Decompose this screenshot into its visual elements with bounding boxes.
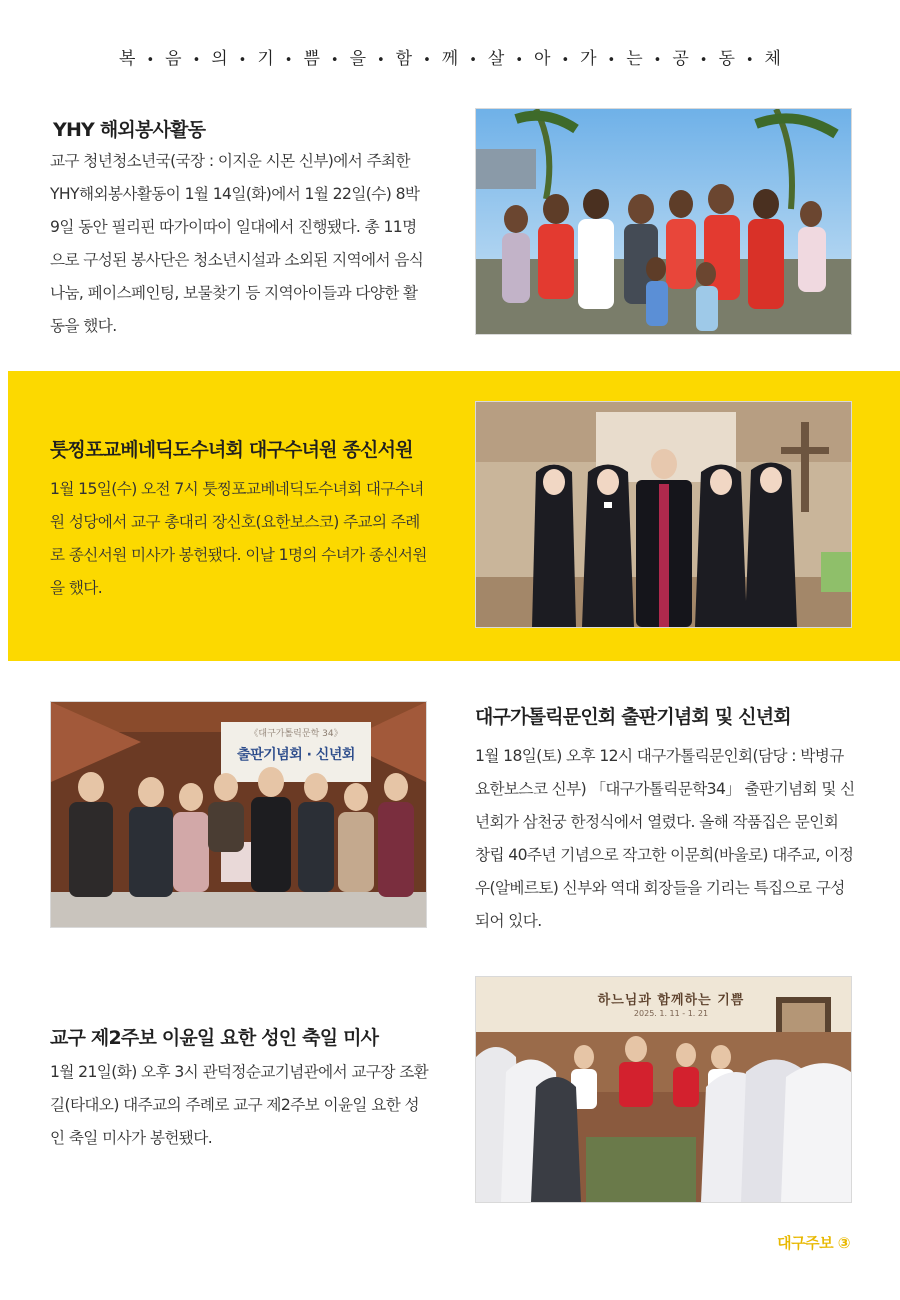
top-banner: 복 • 음 • 의 • 기 • 쁨 • 을 • 함 • 께 • 살 • 아 • 가 • 는 • 공 • 동 • 체 bbox=[119, 49, 781, 69]
article-body: 1월 15일(수) 오전 7시 툿찡포교베네딕도수녀회 대구수녀원 성당에서 교구 총대리 장신호(요한보스코) 주교의 주례로 종신서원 미사가 봉헌됐다. 이날 1명의 수녀가 종신서원을 했다. bbox=[50, 480, 427, 597]
banner-char: 함 bbox=[395, 49, 413, 69]
article-title: 교구 제2주보 이윤일 요한 성인 축일 미사 bbox=[50, 1027, 379, 1049]
banner-char: 아 bbox=[534, 49, 551, 69]
banner-char: 살 bbox=[487, 49, 505, 69]
banner-char: 께 bbox=[441, 49, 459, 69]
banner-char: 는 bbox=[626, 49, 643, 69]
photo-philippines-volunteers bbox=[475, 108, 852, 335]
banner-char: 의 bbox=[211, 49, 228, 69]
photo-final-vows bbox=[475, 401, 852, 628]
banner-char: 복 bbox=[119, 49, 136, 69]
photo-banner-line1: 하느님과 함께하는 기쁨 bbox=[597, 993, 745, 1008]
banner-char: 을 bbox=[349, 49, 366, 69]
article-title: YHY 해외봉사활동 bbox=[53, 119, 206, 141]
banner-char: 공 bbox=[672, 49, 689, 69]
article-body: 1월 21일(화) 오후 3시 관덕정순교기념관에서 교구장 조환길(타대오) 대주교의 주례로 교구 제2주보 이윤일 요한 성인 축일 미사가 봉헌됐다. bbox=[50, 1063, 429, 1147]
page-footer: 대구주보 ③ bbox=[777, 1234, 850, 1252]
banner-char: 체 bbox=[764, 49, 781, 69]
photo-banner-line2: 2025. 1. 11 - 1. 21 bbox=[633, 1009, 709, 1018]
banner-char: 동 bbox=[718, 49, 735, 69]
photo-banner-line2: 출판기념회 · 신년회 bbox=[237, 747, 355, 763]
banner-char: 기 bbox=[257, 49, 274, 69]
article-body: 교구 청년청소년국(국장 : 이지운 시몬 신부)에서 주최한 YHY해외봉사활동이 1월 14일(화)에서 1월 22일(수) 8박 9일 동안 필리핀 따가이따이 일대에서 진행됐다. 총 11명으로 구성된 봉사단은 청소년시설과 소외된 지역에서 음식나눔, 페이스페인팅, 보물찾기 등 지역아이들과 다양한 활동을 했다. bbox=[50, 152, 424, 335]
banner-char: 쁨 bbox=[303, 49, 320, 69]
photo-banner-line1: 《대구가톨릭문학 34》 bbox=[249, 729, 343, 739]
banner-char: 가 bbox=[580, 49, 597, 69]
banner-char: 음 bbox=[165, 49, 182, 69]
photo-book-launch bbox=[50, 701, 427, 928]
article-title: 툿찡포교베네딕도수녀회 대구수녀원 종신서원 bbox=[50, 439, 413, 461]
article-title: 대구가톨릭문인회 출판기념회 및 신년회 bbox=[475, 706, 791, 728]
article-body: 1월 18일(토) 오후 12시 대구가톨릭문인회(담당 : 박병규 요한보스코 신부) 「대구가톨릭문학34」 출판기념회 및 신년회가 삼천궁 한정식에서 열렸다. 올해 작품집은 문인회 창립 40주년 기념으로 작고한 이문희(바울로) 대주교, 이정우(알베르토) 신부와 역대 회장들을 기리는 특집으로 구성되어 있다. bbox=[475, 747, 855, 930]
photo-feast-mass bbox=[475, 976, 852, 1203]
